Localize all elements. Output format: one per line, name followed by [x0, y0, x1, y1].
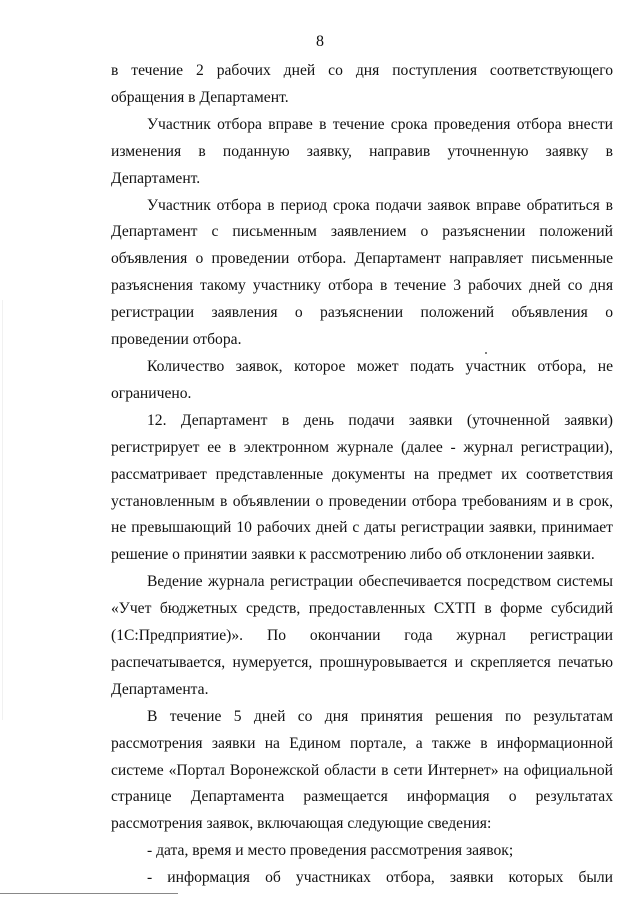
list-item-date-time-place: - дата, время и место проведения рассмотрения заявок;: [147, 842, 514, 860]
list-item-participants-info: - информация об участниках отбора, заявки которых были: [147, 869, 613, 887]
paragraph-results-publication: В течение 5 дней со дня принятия решения по результатам рассмотрения заявки на Едином портале, а также в информационной системе «Портал Воронежской области в сети Интернет» на официальной странице Департамента размещается информация о результатах рассмотрения заявок, включающая следующие сведения:: [111, 707, 613, 833]
paragraph-application-count: Количество заявок, которое может подать участник отбора, не ограничено.: [111, 357, 613, 402]
paragraph-registration-journal: Ведение журнала регистрации обеспечивается посредством системы «Учет бюджетных средств, предоставленных СХТП в форме субсидий (1С:Предприятие)». По окончании года журнал регистрации распечатывается, нумеруется, прошнуровывается и скрепляется печатью Департамента.: [111, 573, 613, 698]
scan-speck: [485, 352, 487, 354]
paragraph-clarification-request: Участник отбора в период срока подачи заявок вправе обратиться в Департамент с письменным заявлением о разъяснении положений объявления о проведении отбора. Департамент направляет письменные разъяснения такому участнику отбора в течение 3 рабочих дней со дня регистрации заявления о разъяснении положений объявления о проведении отбора.: [111, 196, 613, 349]
document-body: [111, 58, 613, 892]
left-edge-shadow: [2, 300, 3, 720]
paragraph-amend-application: Участник отбора вправе в течение срока проведения отбора внести изменения в поданную заявку, направив уточненную заявку в Департамент.: [111, 115, 613, 187]
paragraph-item-12: 12. Департамент в день подачи заявки (уточненной заявки) регистрирует ее в электронном журнале (далее - журнал регистрации), рассматривает представленные документы на предмет их соответствия установленным в объявлении о проведении отбора требованиям и в срок, не превышающий 10 рабочих дней с даты регистрации заявки, принимает решение о принятии заявки к рассмотрению либо об отклонении заявки.: [111, 411, 613, 564]
page-number: 8: [316, 33, 324, 50]
bottom-divider: [0, 893, 178, 894]
paragraph-continuation: в течение 2 рабочих дней со дня поступления соответствующего обращения в Департамент.: [111, 62, 613, 106]
